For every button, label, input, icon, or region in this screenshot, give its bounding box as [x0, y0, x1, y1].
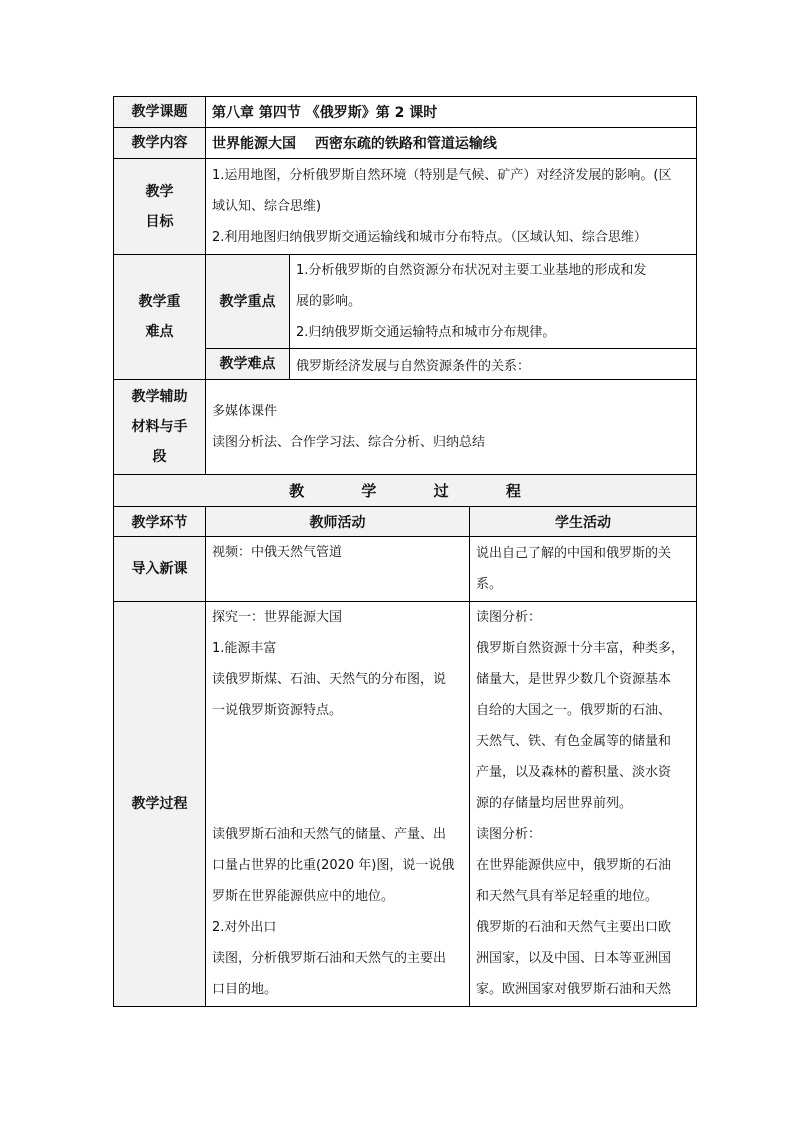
topic-row — [114, 97, 697, 128]
content-value: 世界能源大国 西密东疏的铁路和管道运输线 — [206, 128, 697, 159]
content-row — [114, 128, 697, 159]
intro-row — [114, 537, 697, 602]
objectives-row — [114, 159, 697, 255]
intro-teacher-activity: 视频：中俄天然气管道 — [206, 537, 470, 602]
aids-label: 教学辅助 材料与手 段 — [114, 380, 206, 475]
difficult-points-label: 教学难点 — [206, 349, 290, 380]
process-title-row — [114, 475, 697, 507]
process-student-activity: 读图分析： 俄罗斯自然资源十分丰富，种类多， 储量大，是世界少数几个资源基本 自给的大国之一。俄罗斯的石油、 天然气、铁、有色金属等的储量和 产量，以及森林的蓄积量、淡水资 源的存储量均居世界前列。 读图分析： 在世界能源供应中，俄罗斯的石油 和天然气具有举足轻重的地位。 俄罗斯的石油和天然气主要出口欧 洲国家，以及中国、日本等亚洲国 家。欧洲国家对俄罗斯石油和天然 — [470, 602, 697, 1007]
key-points-text: 1.分析俄罗斯的自然资源分布状况对主要工业基地的形成和发 展的影响。 2.归纳俄罗斯交通运输特点和城市分布规律。 — [290, 255, 697, 349]
objectives-text: 1.运用地图，分析俄罗斯自然环境（特别是气候、矿产）对经济发展的影响。(区 域认知、综合思维) 2.利用地图归纳俄罗斯交通运输线和城市分布特点。（区域认知、综合思维） — [206, 159, 697, 255]
process-stage-label: 教学过程 — [114, 602, 206, 1007]
aids-text: 多媒体课件 读图分析法、合作学习法、综合分析、归纳总结 — [206, 380, 697, 475]
intro-stage-label: 导入新课 — [114, 537, 206, 602]
stage-header: 教学环节 — [114, 507, 206, 537]
difficult-points-text: 俄罗斯经济发展与自然资源条件的关系： — [290, 349, 697, 380]
content-label: 教学内容 — [114, 128, 206, 159]
process-title: 教 学 过 程 — [114, 475, 697, 507]
key-points-label: 教学重点 — [206, 255, 290, 349]
aids-row — [114, 380, 697, 475]
key-points-row — [114, 255, 697, 349]
objectives-label: 教学 目标 — [114, 159, 206, 255]
intro-student-activity: 说出自己了解的中国和俄罗斯的关 系。 — [470, 537, 697, 602]
process-header-row — [114, 507, 697, 537]
topic-value: 第八章 第四节 《俄罗斯》第 2 课时 — [206, 97, 697, 128]
lesson-plan-table — [113, 96, 697, 1007]
topic-label: 教学课题 — [114, 97, 206, 128]
student-activity-header: 学生活动 — [470, 507, 697, 537]
key-difficult-label: 教学重 难点 — [114, 255, 206, 380]
process-row — [114, 602, 697, 1007]
spacer — [212, 726, 463, 819]
process-teacher-activity: 探究一：世界能源大国 1.能源丰富 读俄罗斯煤、石油、天然气的分布图，说 一说俄罗斯资源特点。 读俄罗斯石油和天然气的储量、产量、出 口量占世界的比重(2020 年)图，说一说俄 罗斯在世界能源供应中的地位。 2.对外出口 读图，分析俄罗斯石油和天然气的主要出 口目的地。 — [206, 602, 470, 1007]
teacher-activity-header: 教师活动 — [206, 507, 470, 537]
